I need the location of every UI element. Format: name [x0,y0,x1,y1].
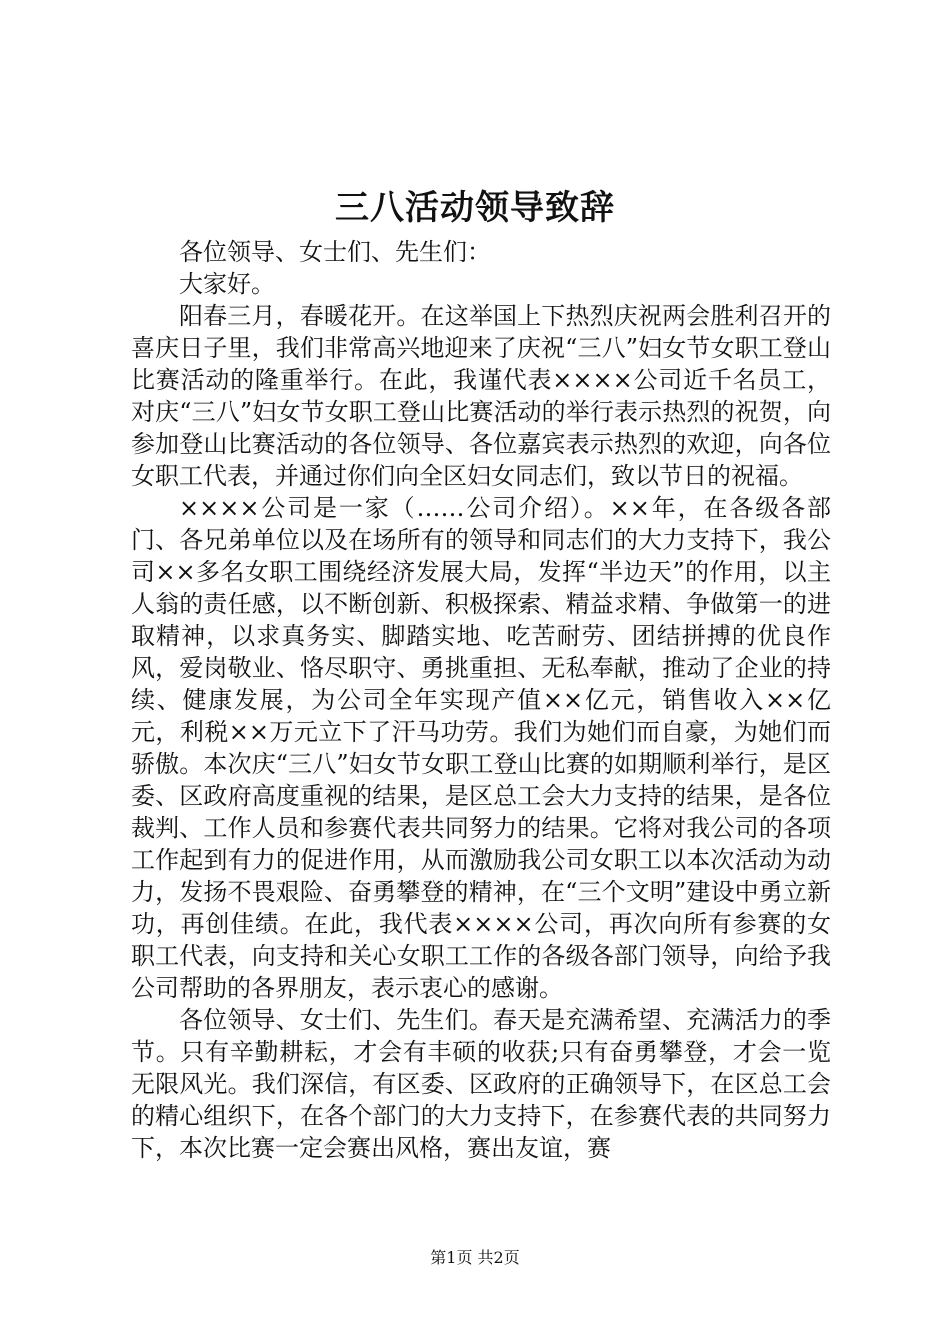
paragraph-intro: 阳春三月，春暖花开。在这举国上下热烈庆祝两会胜利召开的喜庆日子里，我们非常高兴地迎来了庆祝“三八”妇女节女职工登山比赛活动的隆重举行。在此，我谨代表××××公司近千名员工，对庆“三八”妇女节女职工登山比赛活动的举行表示热烈的祝贺，向参加登山比赛活动的各位领导、各位嘉宾表示热烈的欢迎，向各位女职工代表，并通过你们向全区妇女同志们，致以节日的祝福。 [131,302,831,490]
greeting: 大家好。 [179,270,275,298]
document-body [131,236,831,1164]
paragraph-company: ××××公司是一家（……公司介绍）。××年，在各级各部门、各兄弟单位以及在场所有的领导和同志们的大力支持下，我公司××多名女职工围绕经济发展大局，发挥“半边天”的作用，以主人翁的责任感，以不断创新、积极探索、精益求精、争做第一的进取精神，以求真务实、脚踏实地、吃苦耐劳、团结拼搏的优良作风，爱岗敬业、恪尽职守、勇挑重担、无私奉献，推动了企业的持续、健康发展，为公司全年实现产值××亿元，销售收入××亿元，利税××万元立下了汗马功劳。我们为她们而自豪，为她们而骄傲。本次庆“三八”妇女节女职工登山比赛的如期顺利举行，是区委、区政府高度重视的结果，是区总工会大力支持的结果，是各位裁判、工作人员和参赛代表共同努力的结果。它将对我公司的各项工作起到有力的促进作用，从而激励我公司女职工以本次活动为动力，发扬不畏艰险、奋勇攀登的精神，在“三个文明”建设中勇立新功，再创佳绩。在此，我代表××××公司，再次向所有参赛的女职工代表，向支持和关心女职工工作的各级各部门领导，向给予我公司帮助的各界朋友，表示衷心的感谢。 [131,494,831,1002]
salutation: 各位领导、女士们、先生们： [179,238,491,266]
paragraph-closing: 各位领导、女士们、先生们。春天是充满希望、充满活力的季节。只有辛勤耕耘，才会有丰硕的收获;只有奋勇攀登，才会一览无限风光。我们深信，有区委、区政府的正确领导下，在区总工会的精心组织下，在各个部门的大力支持下，在参赛代表的共同努力下，本次比赛一定会赛出风格，赛出友谊，赛 [131,1006,831,1162]
page-number: 第1页 共2页 [430,1248,520,1267]
document-title: 三八活动领导致辞 [335,188,615,228]
